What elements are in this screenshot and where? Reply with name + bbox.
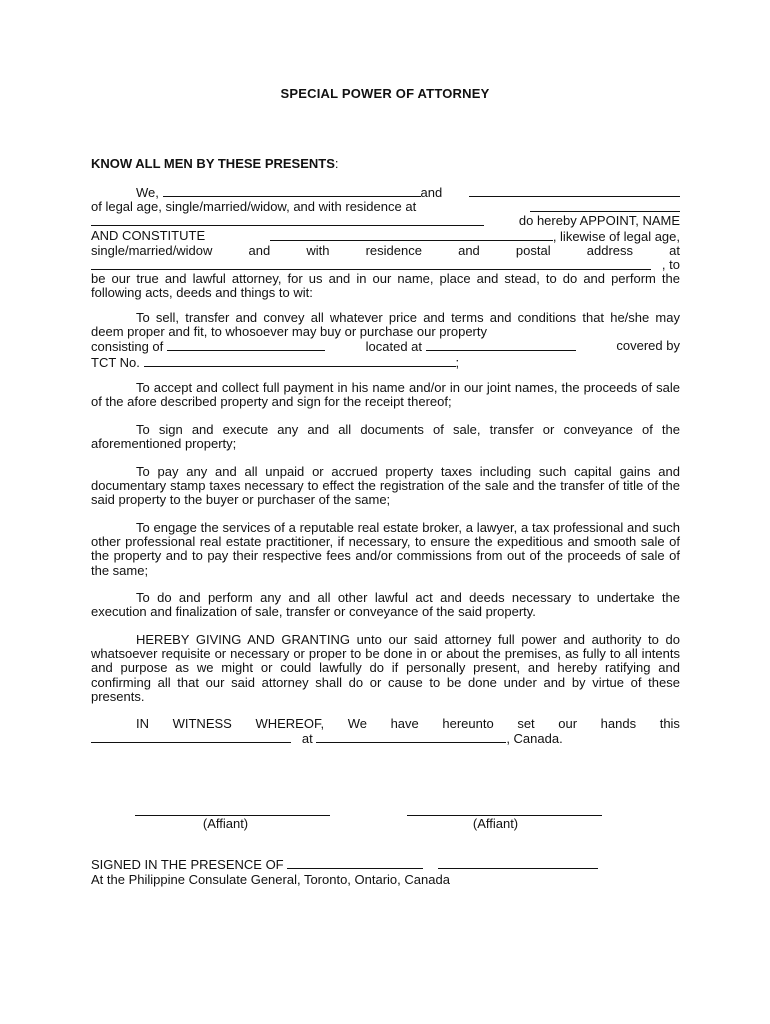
- at-text: at: [301, 731, 313, 747]
- word: this: [659, 716, 680, 731]
- and-text: and: [420, 185, 443, 200]
- sell-text: To sell, transfer and convey all whatever price and terms and conditions that he/she may deem proper and fit, to whosoever may buy or purchase our property: [91, 310, 680, 340]
- witness-blank-2[interactable]: [438, 857, 598, 869]
- word: set: [517, 716, 535, 731]
- witness-blank-1[interactable]: [287, 857, 423, 869]
- date-blank[interactable]: [91, 731, 291, 743]
- word: postal: [515, 242, 551, 258]
- place-blank[interactable]: [316, 731, 506, 743]
- located-text: located at: [365, 339, 423, 355]
- affiant-label-2: (Affiant): [472, 816, 519, 831]
- location-blank[interactable]: [426, 339, 576, 351]
- opening-line-6: [91, 258, 680, 272]
- witness-line-2: [91, 731, 680, 746]
- paragraph-sign: [91, 423, 680, 451]
- legal-age-text: , likewise of legal age,: [552, 228, 680, 244]
- signed-presence-line: [91, 857, 598, 872]
- heading-text: KNOW ALL MEN BY THESE PRESENTS: [91, 156, 335, 171]
- paragraph-text: HEREBY GIVING AND GRANTING unto our said attorney full power and authority to do whatsoever requisite or necessary or proper to be done in or about the premises, as fully to all intents and purpose as we might or could lawfully do if personally present, and hereby ratifying and confirming all that our said attorney shall do or cause to be done under and by virtue of these presents.: [91, 632, 680, 704]
- paragraph-text: To accept and collect full payment in his name and/or in our joint names, the proceeds of sale of the afore described property and sign for the receipt thereof;: [91, 380, 680, 410]
- word: have: [390, 716, 419, 731]
- paragraph-perform: [91, 591, 680, 619]
- residence-blank-2[interactable]: [91, 214, 484, 226]
- constitute-text: AND CONSTITUTE: [91, 227, 206, 243]
- word: at: [669, 242, 680, 258]
- paragraph-taxes: [91, 465, 680, 508]
- sell-line-tct: [91, 355, 680, 370]
- to-text: , to: [661, 257, 680, 273]
- witness-paragraph: [91, 717, 680, 746]
- word: our: [558, 716, 578, 731]
- affiant-label-1: (Affiant): [202, 816, 249, 831]
- appoint-text: do hereby APPOINT, NAME: [518, 213, 680, 229]
- opening-line-3: [91, 214, 680, 228]
- word: hereunto: [442, 716, 494, 731]
- opening-conclusion: be our true and lawful attorney, for us and in our name, place and stead, to do and perform the following acts, deeds and things to wit:: [91, 271, 680, 301]
- paragraph-text: To pay any and all unpaid or accrued property taxes including such capital gains and documentary stamp taxes necessary to effect the registration of the sale and the transfer of title of the said property to the buyer or purchaser of the same;: [91, 464, 680, 508]
- opening-heading: [91, 156, 339, 171]
- first-principal-blank[interactable]: [163, 185, 421, 197]
- paragraph-broker: [91, 521, 680, 578]
- word: IN: [136, 716, 149, 731]
- opening-line-5: [91, 244, 680, 258]
- word: single/married/widow: [91, 242, 213, 258]
- heading-colon: :: [334, 156, 339, 171]
- we-text: We,: [136, 185, 159, 200]
- paragraph-text: To sign and execute any and all documents of sale, transfer or conveyance of the aforementioned property;: [91, 422, 680, 452]
- word: WITNESS: [172, 716, 232, 731]
- paragraph-collect: [91, 381, 680, 409]
- tct-blank[interactable]: [144, 355, 456, 367]
- word: and: [248, 242, 271, 258]
- paragraph-text: To do and perform any and all other lawful act and deeds necessary to undertake the execution and finalization of sale, transfer or conveyance of the said property.: [91, 590, 680, 620]
- second-principal-blank[interactable]: [469, 185, 680, 197]
- paragraph-text: To engage the services of a reputable real estate broker, a lawyer, a tax professional and such other professional real estate practitioner, if necessary, to ensure the expeditious and smooth sale of the property and to pay their respective fees and/or commissions from out of the proceeds of sale of the same;: [91, 520, 680, 578]
- word: WHEREOF,: [255, 716, 325, 731]
- semicolon: ;: [455, 354, 460, 370]
- tct-text: TCT No.: [91, 354, 140, 370]
- word: address: [586, 242, 633, 258]
- property-blank[interactable]: [167, 339, 325, 351]
- sell-line-consisting: [91, 339, 680, 354]
- opening-line-4: [91, 229, 680, 244]
- document-title: SPECIAL POWER OF ATTORNEY: [280, 86, 490, 101]
- word: hands: [600, 716, 637, 731]
- consulate-text: At the Philippine Consulate General, Toronto, Ontario, Canada: [91, 872, 450, 887]
- paragraph-granting: [91, 633, 680, 704]
- opening-line-1: [91, 185, 680, 200]
- word: We: [347, 716, 367, 731]
- word: with: [306, 242, 330, 258]
- signed-presence-text: SIGNED IN THE PRESENCE OF: [91, 857, 284, 872]
- opening-line-2: [91, 200, 680, 214]
- attorney-address-blank[interactable]: [91, 258, 651, 270]
- sell-paragraph: [91, 311, 680, 370]
- residence-blank[interactable]: [530, 200, 680, 212]
- covered-text: covered by: [616, 338, 680, 354]
- canada-text: , Canada.: [506, 731, 563, 747]
- witness-line-1: [91, 717, 680, 731]
- opening-paragraph: [91, 185, 680, 301]
- residence-text: of legal age, single/married/widow, and with residence at: [91, 199, 417, 215]
- witness-footer: [91, 857, 598, 887]
- word: residence: [365, 242, 422, 258]
- attorney-name-blank[interactable]: [270, 229, 553, 241]
- word: and: [458, 242, 480, 258]
- consisting-text: consisting of: [91, 339, 164, 355]
